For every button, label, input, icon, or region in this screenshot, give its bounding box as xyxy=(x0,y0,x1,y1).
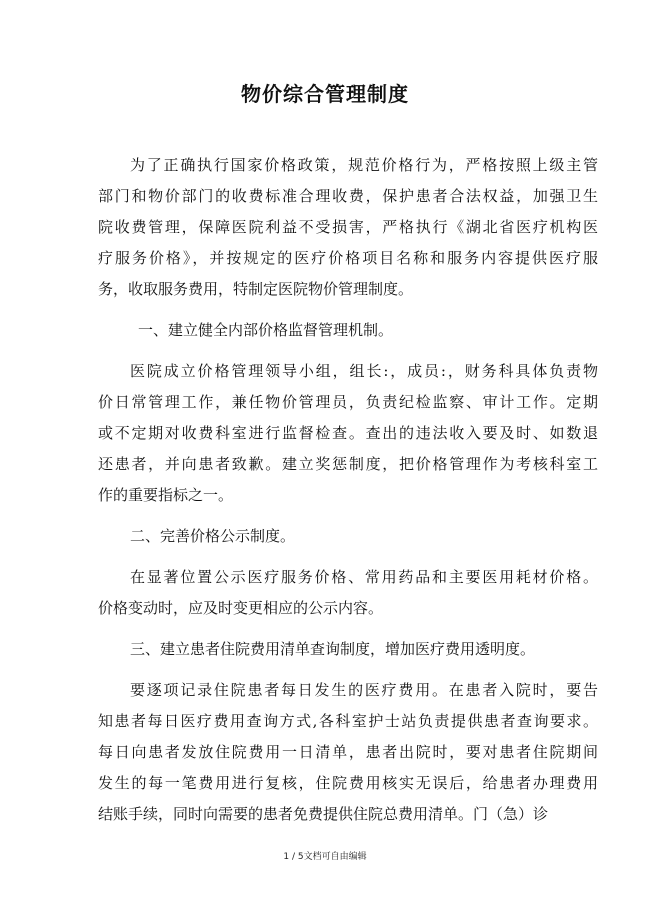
document-body xyxy=(98,150,598,830)
paragraph-line: 务，收取服务费用，特制定医院物价管理制度。 xyxy=(98,280,414,298)
paragraph-line: 作的重要指标之一。 xyxy=(98,486,234,504)
paragraph-section-1-body xyxy=(98,356,598,511)
paragraph-line: 价格变动时，应及时变更相应的公示内容。 xyxy=(98,599,384,617)
paragraph-line: 结账手续，同时向需要的患者免费提供住院总费用清单。门（急）诊 xyxy=(98,805,549,823)
paragraph-line: 二、完善价格公示制度。 xyxy=(130,527,296,545)
paragraph-spacing xyxy=(98,552,598,562)
paragraph-line: 一、建立健全内部价格监督管理机制。 xyxy=(138,321,394,339)
paragraph-line: 知患者每日医疗费用查询方式,各科室护士站负责提供患者查询要求。 xyxy=(98,712,598,730)
paragraph-section-2-heading xyxy=(98,521,598,552)
paragraph-line: 价日常管理工作，兼任物价管理员，负责纪检监察、审计工作。定期 xyxy=(98,393,598,411)
paragraph-spacing xyxy=(98,305,598,315)
paragraph-line: 部门和物价部门的收费标准合理收费，保护患者合法权益，加强卫生 xyxy=(98,187,598,205)
paragraph-line: 每日向患者发放住院费用一日清单，患者出院时，要对患者住院期间 xyxy=(98,743,598,761)
page-footer: 1 / 5文档可自由编辑 xyxy=(283,852,367,862)
paragraph-line: 疗服务价格》，并按规定的医疗价格项目名称和服务内容提供医疗服 xyxy=(98,249,598,267)
document-title: 物价综合管理制度 xyxy=(241,82,409,106)
paragraph-section-1-heading xyxy=(98,315,598,346)
paragraph-spacing xyxy=(98,624,598,634)
paragraph-section-3-body xyxy=(98,675,598,830)
paragraph-line: 要逐项记录住院患者每日发生的医疗费用。在患者入院时，要告 xyxy=(130,681,598,699)
paragraph-line: 为了正确执行国家价格政策，规范价格行为，严格按照上级主管 xyxy=(130,156,598,174)
paragraph-spacing xyxy=(98,665,598,675)
paragraph-line: 院收费管理，保障医院利益不受损害，严格执行《湖北省医疗机构医 xyxy=(98,218,598,236)
paragraph-spacing xyxy=(98,346,598,356)
paragraph-line: 发生的每一笔费用进行复核，住院费用核实无误后，给患者办理费用 xyxy=(98,774,598,792)
paragraph-spacing xyxy=(98,511,598,521)
paragraph-intro xyxy=(98,150,598,305)
paragraph-section-2-body xyxy=(98,562,598,624)
paragraph-line: 在显著位置公示医疗服务价格、常用药品和主要医用耗材价格。 xyxy=(130,568,598,586)
paragraph-section-3-heading xyxy=(98,634,598,665)
paragraph-line: 或不定期对收费科室进行监督检查。查出的违法收入要及时、如数退 xyxy=(98,424,598,442)
paragraph-line: 医院成立价格管理领导小组，组长:，成员:，财务科具体负责物 xyxy=(130,362,598,380)
paragraph-line: 还患者，并向患者致歉。建立奖惩制度，把价格管理作为考核科室工 xyxy=(98,455,598,473)
paragraph-line: 三、建立患者住院费用清单查询制度，增加医疗费用透明度。 xyxy=(130,640,536,658)
